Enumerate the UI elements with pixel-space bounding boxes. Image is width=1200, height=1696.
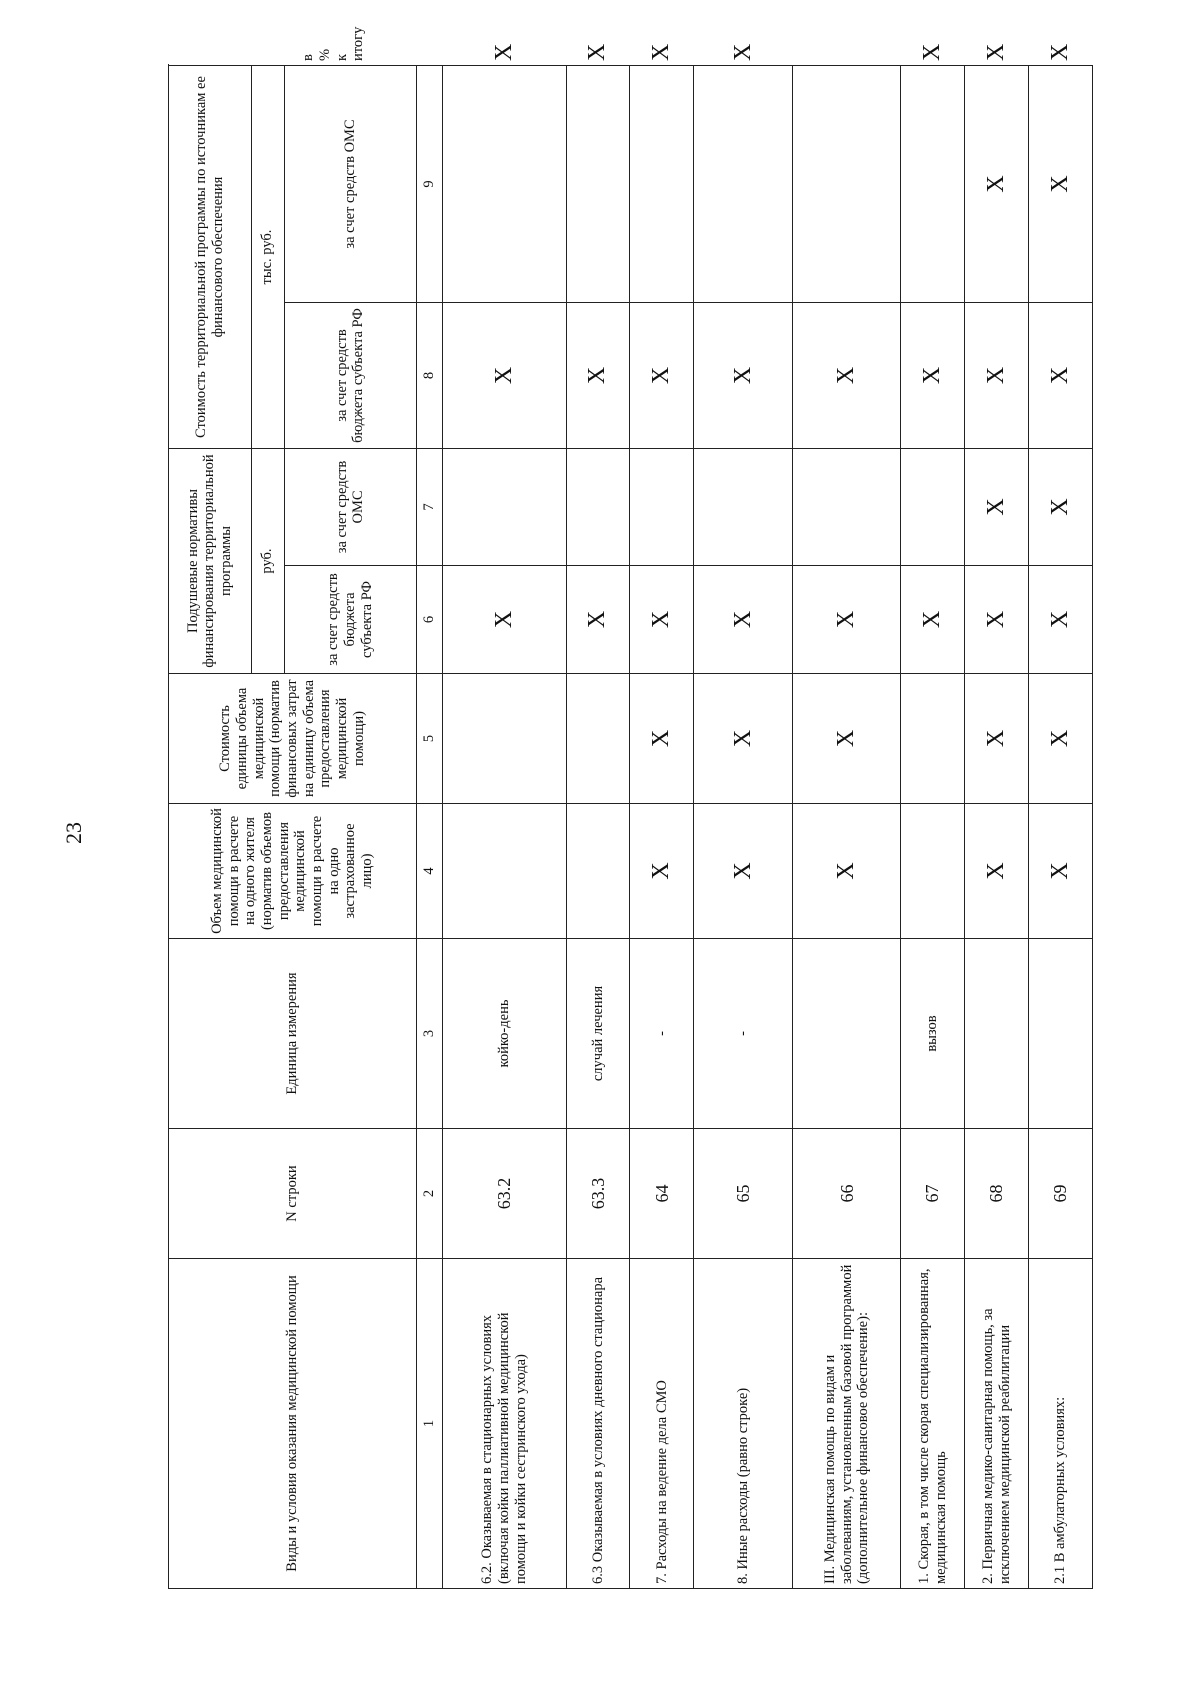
cell-c6 — [566, 449, 630, 566]
cell-c5: X — [1029, 566, 1093, 674]
financing-table: Виды и условия оказания медицинской помощи N строки Единица измерения Объем медицинской помощи в расчете на одного жителя (норматив объемов предоставления медицинской помощи в расчете на одно застрахованное лицо) Стоимость единицы объема медицинской помощи (норматив финансовых затрат на единицу объема предоставления медицинской помощи) Подушевые нормативы финансирования территориальной программы Стоимость территориальной программы по источникам ее финансового обеспечения руб. тыс. руб. в % к итогу за счет средств бюджета субъекта РФ за счет средств ОМС за счет средств бюджета субъекта РФ за счет средств ОМС 1 2 3 4 5 6 7 8 9 6.2. Оказываемая в стационарных условиях (включая койки паллиативной медицинской помощи и койки сестринского ухода) 63.2 койко-день X X X 6.3 Оказываемая в условиях дневного стационара 63.3 случай лечения X X X 7. Расходы на ведение дела СМО 64 - X X X X X 8. Иные расходы (равно строке) 65 - X X X X X III. Медицинская помощь по видам и заболеваниям, установленным базовой программой (дополнительное финансовое обеспечение): 66 X X X X 1. Скорая, в том числе скорая специализированная, медицинская помощь 67 вызов X X X 2. Первичная медико-санитарная помощь, за исключением медицинской реабилитации 68 X X X X X X X 2.1 В амбулаторных условиях: 69 X X X X X X X — [168, 65, 1093, 1589]
cell-c8 — [630, 66, 694, 303]
table-row: 2.1 В амбулаторных условиях: 69 X X X X X X X — [1029, 66, 1093, 1589]
column-number: 6 — [416, 566, 442, 674]
header-volume: Объем медицинской помощи в расчете на одного жителя (норматив объемов предоставления медицинской помощи в расчете на одно застрахованное лицо) — [169, 804, 417, 939]
cell-c3 — [566, 804, 630, 939]
header-cost: Стоимость единицы объема медицинской помощи (норматив финансовых затрат на единицу объема предоставления медицинской помощи) — [169, 674, 417, 804]
cell-c3: X — [630, 804, 694, 939]
cell-c6 — [901, 449, 965, 566]
cell-c7: X — [443, 303, 566, 449]
header-cost-unit: тыс. руб. — [251, 66, 284, 449]
table-row: 6.3 Оказываемая в условиях дневного стационара 63.3 случай лечения X X X — [566, 66, 630, 1589]
cell-c7: X — [793, 303, 901, 449]
cell-c5: X — [694, 566, 793, 674]
cell-unit: - — [630, 939, 694, 1129]
cell-c7: X — [965, 303, 1029, 449]
cell-c4: X — [630, 674, 694, 804]
header-budget-5: за счет средств бюджета субъекта РФ — [284, 566, 416, 674]
cell-kind: 6.3 Оказываемая в условиях дневного стационара — [566, 1259, 630, 1589]
cell-c5: X — [566, 566, 630, 674]
cell-kind: III. Медицинская помощь по видам и заболеваниям, установленным базовой программой (дополнительное финансовое обеспечение): — [793, 1259, 901, 1589]
cell-c6 — [630, 449, 694, 566]
cell-n: 67 — [901, 1129, 965, 1259]
cell-kind: 7. Расходы на ведение дела СМО — [630, 1259, 694, 1589]
column-number: 2 — [416, 1129, 442, 1259]
cell-c6 — [694, 449, 793, 566]
header-kind: Виды и условия оказания медицинской помощи — [169, 1259, 417, 1589]
cell-c4 — [901, 674, 965, 804]
cell-c7: X — [694, 303, 793, 449]
cell-c8: X — [965, 66, 1029, 303]
cell-c8 — [901, 66, 965, 303]
header-norm-unit: руб. — [251, 449, 284, 674]
header-n: N строки — [169, 1129, 417, 1259]
cell-unit: - — [694, 939, 793, 1129]
table-row: 2. Первичная медико-санитарная помощь, за исключением медицинской реабилитации 68 X X X X X X X — [965, 66, 1029, 1589]
column-number: 9 — [416, 66, 442, 303]
cell-c6: X — [965, 449, 1029, 566]
cell-c8 — [566, 66, 630, 303]
cell-kind: 1. Скорая, в том числе скорая специализированная, медицинская помощь — [901, 1259, 965, 1589]
cell-n: 63.3 — [566, 1129, 630, 1259]
cell-c7: X — [566, 303, 630, 449]
cell-n: 66 — [793, 1129, 901, 1259]
cell-kind: 2.1 В амбулаторных условиях: — [1029, 1259, 1093, 1589]
cell-c8 — [443, 66, 566, 303]
header-oms-6: за счет средств ОМС — [284, 449, 416, 566]
cell-unit: койко-день — [443, 939, 566, 1129]
column-number: 1 — [416, 1259, 442, 1589]
cell-c3: X — [965, 804, 1029, 939]
table-row: 6.2. Оказываемая в стационарных условиях (включая койки паллиативной медицинской помощи и койки сестринского ухода) 63.2 койко-день X X X — [443, 66, 566, 1589]
column-number: 7 — [416, 449, 442, 566]
header-oms-8: за счет средств ОМС — [284, 66, 416, 303]
cell-unit — [965, 939, 1029, 1129]
cell-c3 — [443, 804, 566, 939]
cell-c5: X — [630, 566, 694, 674]
cell-kind: 2. Первичная медико-санитарная помощь, за исключением медицинской реабилитации — [965, 1259, 1029, 1589]
cell-unit — [1029, 939, 1093, 1129]
cell-c4 — [566, 674, 630, 804]
cell-c4: X — [694, 674, 793, 804]
cell-c6 — [443, 449, 566, 566]
cell-c5: X — [443, 566, 566, 674]
cell-c7: X — [901, 303, 965, 449]
cell-n: 63.2 — [443, 1129, 566, 1259]
cell-c7: X — [630, 303, 694, 449]
cell-n: 68 — [965, 1129, 1029, 1259]
cell-c3: X — [1029, 804, 1093, 939]
header-cost-group: Стоимость территориальной программы по источникам ее финансового обеспечения — [169, 66, 252, 449]
cell-c4 — [443, 674, 566, 804]
column-number: 5 — [416, 674, 442, 804]
table-row: 1. Скорая, в том числе скорая специализированная, медицинская помощь 67 вызов X X X — [901, 66, 965, 1589]
cell-kind: 8. Иные расходы (равно строке) — [694, 1259, 793, 1589]
page-number: 23 — [61, 822, 86, 844]
cell-c4: X — [793, 674, 901, 804]
cell-c3 — [901, 804, 965, 939]
header-norm-group: Подушевые нормативы финансирования территориальной программы — [169, 449, 252, 674]
cell-c5: X — [965, 566, 1029, 674]
column-number-row — [416, 66, 442, 1589]
header-unit: Единица измерения — [169, 939, 417, 1129]
cell-c3: X — [694, 804, 793, 939]
rotated-table-container — [168, 26, 1093, 1589]
table-row — [793, 66, 901, 1589]
table-row: 8. Иные расходы (равно строке) 65 - X X X X X — [694, 66, 793, 1589]
cell-c3: X — [793, 804, 901, 939]
cell-c8 — [694, 66, 793, 303]
cell-c7: X — [1029, 303, 1093, 449]
column-number: 8 — [416, 303, 442, 449]
header-budget-7: за счет средств бюджета субъекта РФ — [284, 303, 416, 449]
cell-c4: X — [965, 674, 1029, 804]
column-number: 3 — [416, 939, 442, 1129]
cell-c4: X — [1029, 674, 1093, 804]
cell-kind: 6.2. Оказываемая в стационарных условиях (включая койки паллиативной медицинской помощи и койки сестринского ухода) — [443, 1259, 566, 1589]
cell-n: 69 — [1029, 1129, 1093, 1259]
cell-c5: X — [793, 566, 901, 674]
cell-c6: X — [1029, 449, 1093, 566]
cell-unit: случай лечения — [566, 939, 630, 1129]
cell-n: 64 — [630, 1129, 694, 1259]
column-number: 4 — [416, 804, 442, 939]
cell-c8: X — [1029, 66, 1093, 303]
cell-unit: вызов — [901, 939, 965, 1129]
cell-c8 — [793, 66, 901, 303]
table-row: 7. Расходы на ведение дела СМО 64 - X X X X X — [630, 66, 694, 1589]
cell-c5: X — [901, 566, 965, 674]
cell-c6 — [793, 449, 901, 566]
cell-unit — [793, 939, 901, 1129]
cell-n: 65 — [694, 1129, 793, 1259]
